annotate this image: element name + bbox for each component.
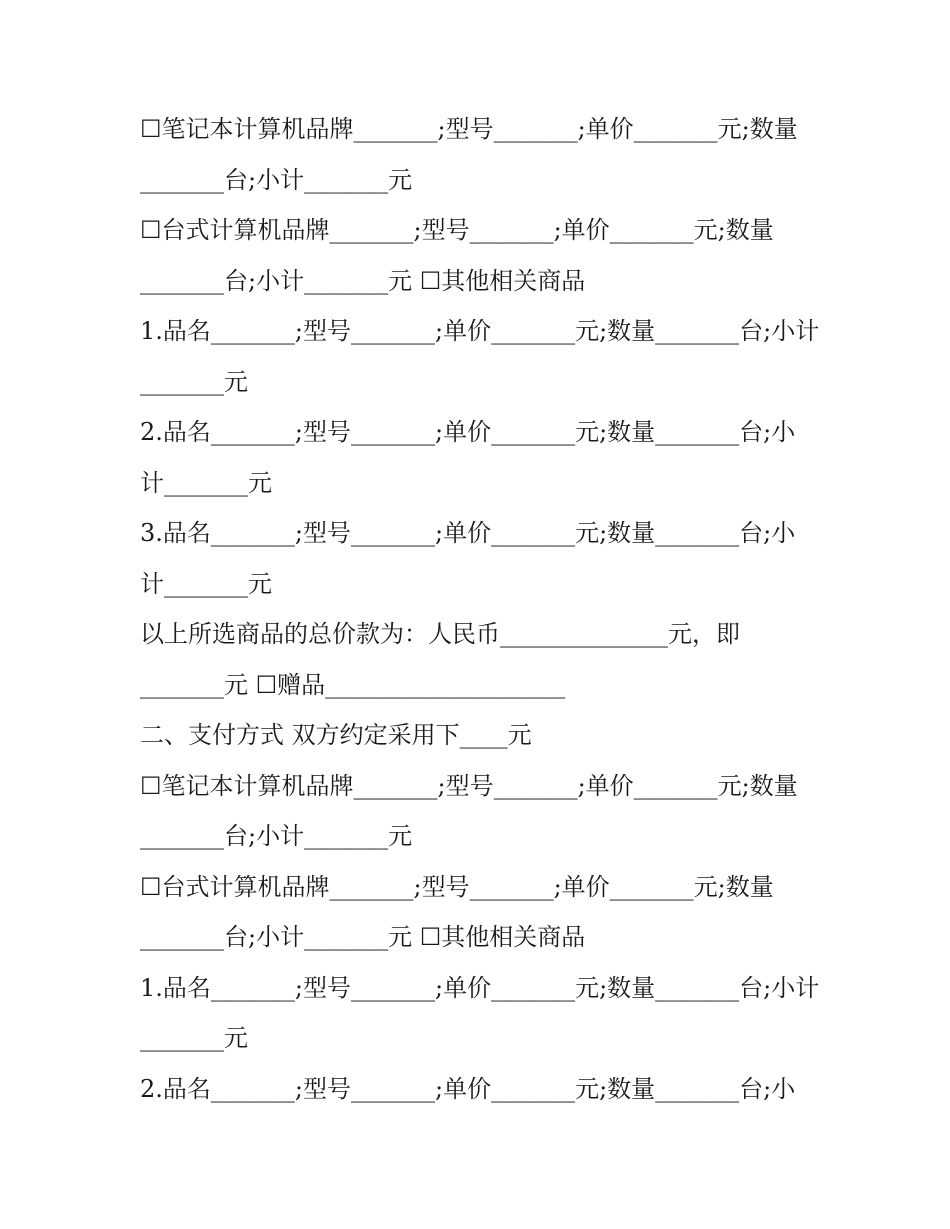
document-body <box>140 104 820 1114</box>
text-line: ☐笔记本计算机品牌_______;型号_______;单价_______元;数量 <box>140 115 798 143</box>
text-line: 计_______元 <box>140 569 272 598</box>
text-line: _______台;小计_______元 ☐其他相关商品 <box>140 923 586 951</box>
text-line: 1.品名_______;型号_______;单价_______元;数量_______台;小计 <box>140 973 820 1002</box>
text-line: _______台;小计_______元 <box>140 165 413 194</box>
text-line: ☐台式计算机品牌_______;型号_______;单价_______元;数量 <box>140 872 774 901</box>
text-line: _______元 ☐赠品____________________ <box>140 670 566 699</box>
text-line: _______台;小计_______元 ☐其他相关商品 <box>140 266 586 295</box>
text-line: 以上所选商品的总价款为：人民币______________元，即 <box>140 620 740 648</box>
text-line: _______元 <box>140 367 248 396</box>
text-line: ☐笔记本计算机品牌_______;型号_______;单价_______元;数量 <box>140 771 798 800</box>
text-line: 3.品名_______;型号_______;单价_______元;数量_______台;小 <box>140 519 796 547</box>
text-line: 2.品名_______;型号_______;单价_______元;数量_______台;小 <box>140 1074 796 1103</box>
text-line: 计_______元 <box>140 468 272 497</box>
text-line: _______台;小计_______元 <box>140 822 413 850</box>
text-line: ☐台式计算机品牌_______;型号_______;单价_______元;数量 <box>140 216 774 244</box>
text-line: 2.品名_______;型号_______;单价_______元;数量_______台;小 <box>140 418 796 446</box>
text-line: 1.品名_______;型号_______;单价_______元;数量_______台;小计 <box>140 317 820 345</box>
text-line: 二、支付方式 双方约定采用下____元 <box>140 721 532 749</box>
text-line: _______元 <box>140 1024 248 1052</box>
